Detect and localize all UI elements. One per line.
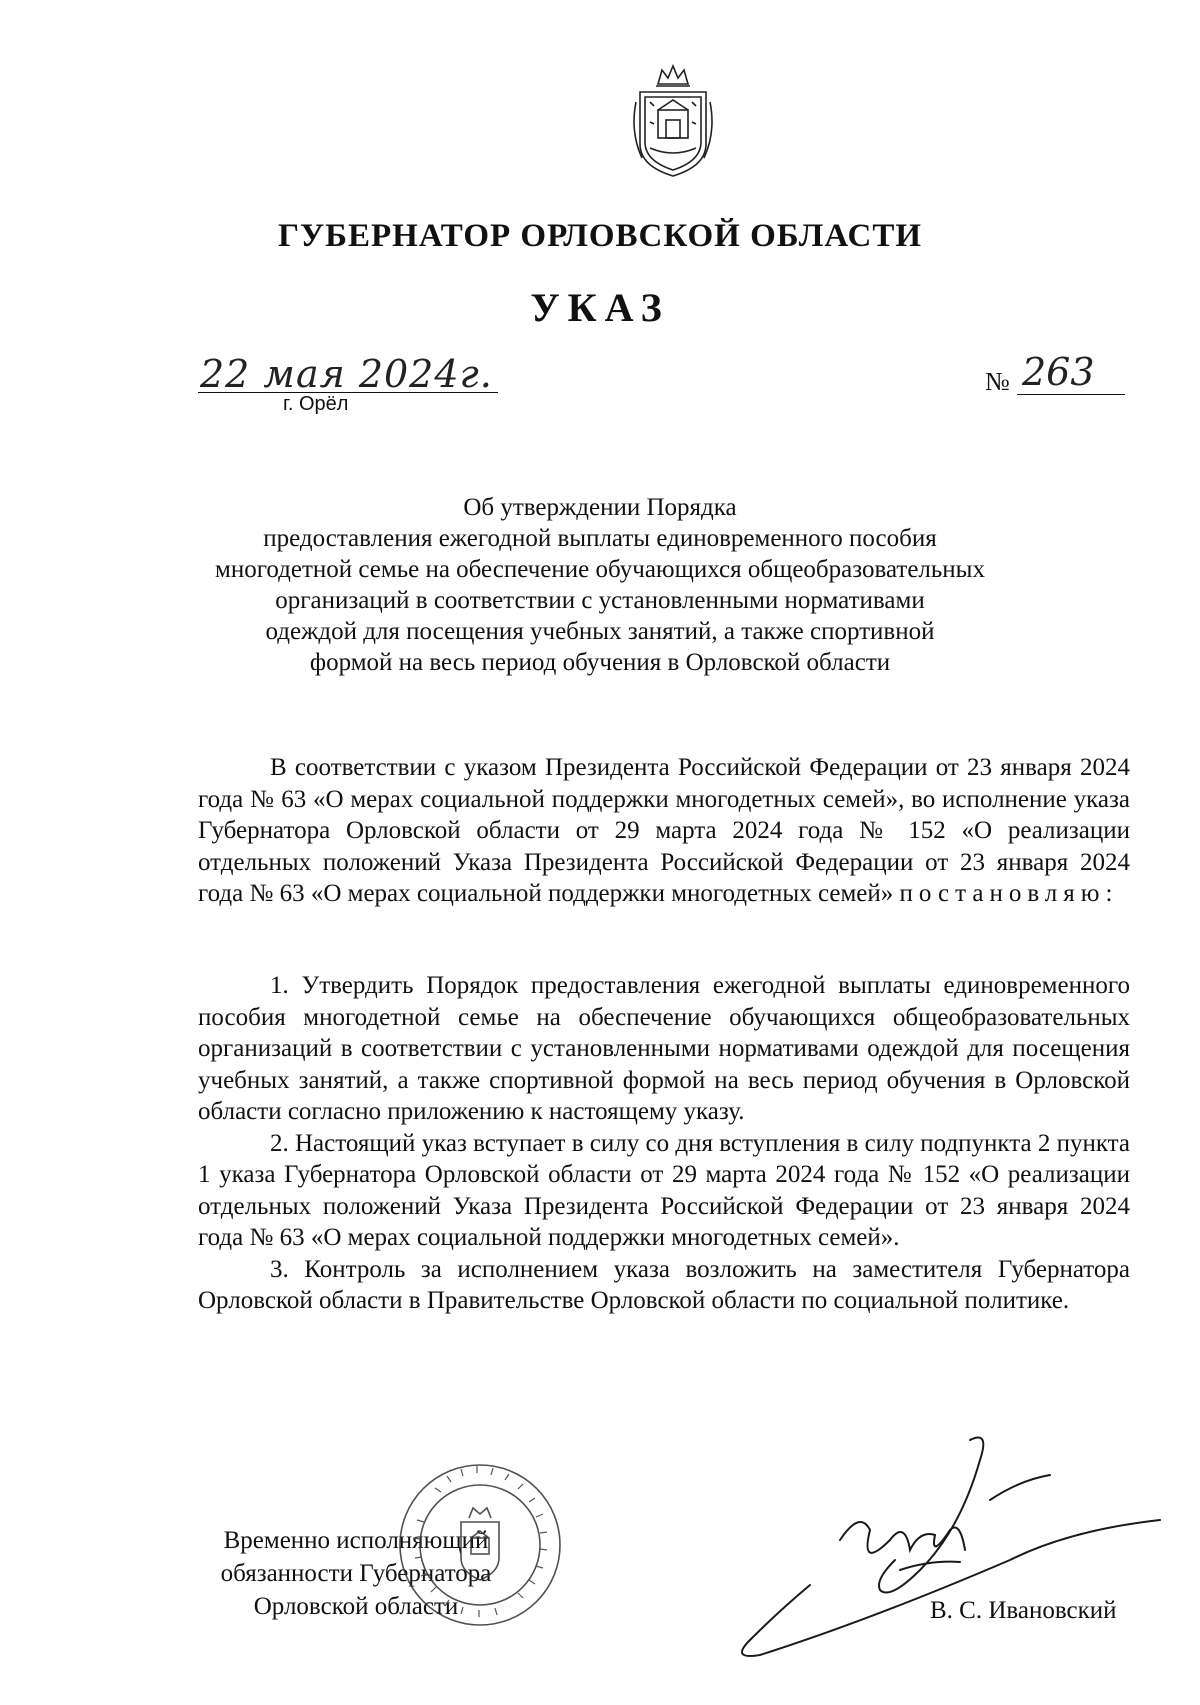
number-label: №: [985, 367, 1010, 396]
issuing-authority: ГУБЕРНАТОР ОРЛОВСКОЙ ОБЛАСТИ: [277, 218, 923, 254]
decree-items: [198, 970, 1130, 1317]
preamble-paragraph: [198, 752, 1130, 910]
document-title: [180, 492, 1020, 678]
signer-position-line: Временно исполняющий: [223, 1527, 489, 1554]
decree-item-2: 2. Настоящий указ вступает в силу со дня вступления в силу подпункта 2 пункта 1 указа Губернатора Орловской области от 29 марта 2024 года № 152 «О реализации отдельных положений Указа Президента Российской Федерации от 23 января 2024 года № 63 «О мерах социальной поддержки многодетных семей».: [198, 1129, 1130, 1251]
preamble-text: В соответствии с указом Президента Российской Федерации от 23 января 2024 года № 63 «О мерах социальной поддержки многодетных семей», во исполнение указа Губернатора Орловской области от 29 марта 2024 года № 152 «О реализации отдельных положений Указа Президента Российской Федерации от 23 января 2024 года № 63 «О мерах социальной поддержки многодетных семей»: [198, 754, 1130, 907]
decree-word: постановляю:: [899, 880, 1119, 907]
handwritten-number: 263: [1022, 350, 1095, 394]
signer-name: В. С. Ивановский: [930, 1597, 1117, 1624]
signer-position-line: обязанности Губернатора: [220, 1560, 492, 1587]
handwritten-date: 22 мая 2024г.: [200, 352, 493, 396]
signer-position-line: Орловской области: [253, 1593, 459, 1620]
number-underline: [1017, 394, 1125, 395]
title-line: предоставления ежегодной выплаты единовременного пособия: [263, 525, 937, 552]
decree-item-1: 1. Утвердить Порядок предоставления ежегодной выплаты единовременного пособия многодетной семье на обеспечение обучающихся общеобразовательных организаций в соответствии с установленными нормативами одеждой для посещения учебных занятий, а также спортивной формой на весь период обучения в Орловской области согласно приложению к настоящему указу.: [198, 972, 1130, 1125]
title-line: одеждой для посещения учебных занятий, а также спортивной: [265, 618, 935, 645]
document-type: УКАЗ: [530, 285, 670, 330]
title-line: формой на весь период обучения в Орловской области: [309, 649, 891, 676]
handwritten-signature-icon: [690, 1420, 1190, 1680]
city-label: г. Орёл: [283, 393, 349, 415]
official-seal-icon: [395, 1460, 565, 1630]
title-line: многодетной семье на обеспечение обучающихся общеобразовательных: [215, 556, 985, 583]
title-line: организаций в соответствии с установленными нормативами: [275, 587, 925, 614]
title-line: Об утверждении Порядка: [463, 494, 737, 521]
decree-item-3: 3. Контроль за исполнением указа возложить на заместителя Губернатора Орловской области в Правительстве Орловской области по социальной политике.: [198, 1255, 1130, 1314]
coat-of-arms-icon: [628, 62, 718, 182]
